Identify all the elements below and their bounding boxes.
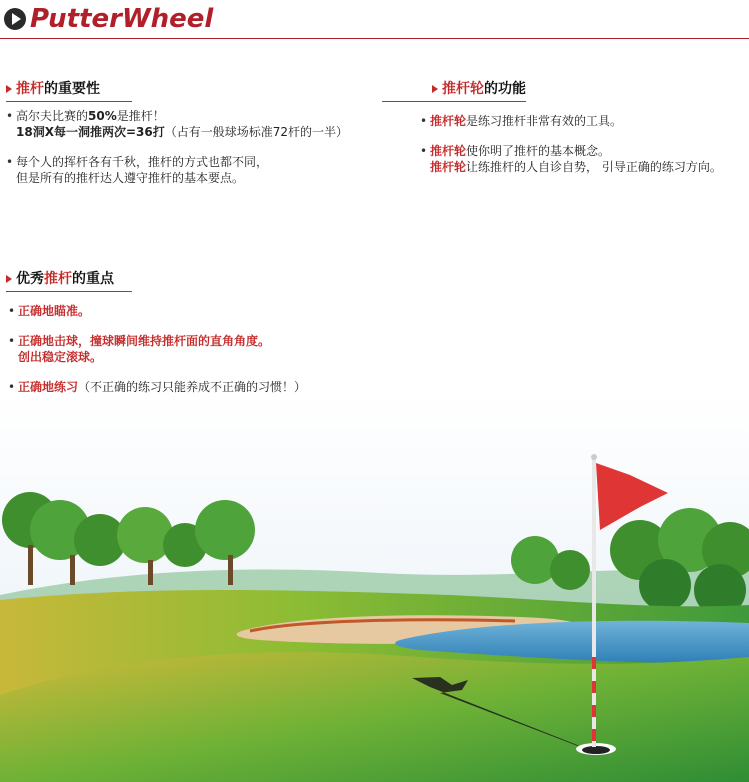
header-divider	[0, 38, 749, 39]
triangle-bullet-icon	[6, 85, 12, 93]
header	[0, 0, 749, 40]
list-item: • 正确地击球，撞球瞬间维持推杆面的直角角度。 创出稳定滚球。	[8, 333, 388, 365]
importance-list	[6, 108, 376, 200]
triangle-bullet-icon	[6, 275, 12, 283]
brand-logo: PutterWheel	[30, 4, 214, 34]
list-item: • 正确地瞄准。	[8, 303, 388, 319]
list-item: • 每个人的挥杆各有千秋，推杆的方式也都不同， 但是所有的推杆达人遵守推杆的基本要点。	[6, 154, 376, 186]
section-title-function: 推杆轮的功能	[382, 78, 526, 102]
keypoints-list	[8, 303, 388, 409]
play-icon	[4, 8, 26, 30]
function-list	[420, 113, 745, 189]
list-item: • 推杆轮使你明了推杆的基本概念。 推杆轮让练推杆的人自诊自势， 引导正确的练习方向。	[420, 143, 745, 175]
golf-course-illustration	[0, 395, 749, 782]
section-title-keypoints: 优秀推杆的重点	[6, 268, 132, 292]
list-item: • 推杆轮是练习推杆非常有效的工具。	[420, 113, 745, 129]
list-item: • 高尔夫比赛的50%是推杆！ 18洞X每一洞推两次=36打（占有一般球场标准72杆的一半）	[6, 108, 376, 140]
list-item: • 正确地练习（不正确的练习只能养成不正确的习惯！）	[8, 379, 388, 395]
triangle-bullet-icon	[432, 85, 438, 93]
section-title-importance: 推杆的重要性	[6, 78, 132, 102]
